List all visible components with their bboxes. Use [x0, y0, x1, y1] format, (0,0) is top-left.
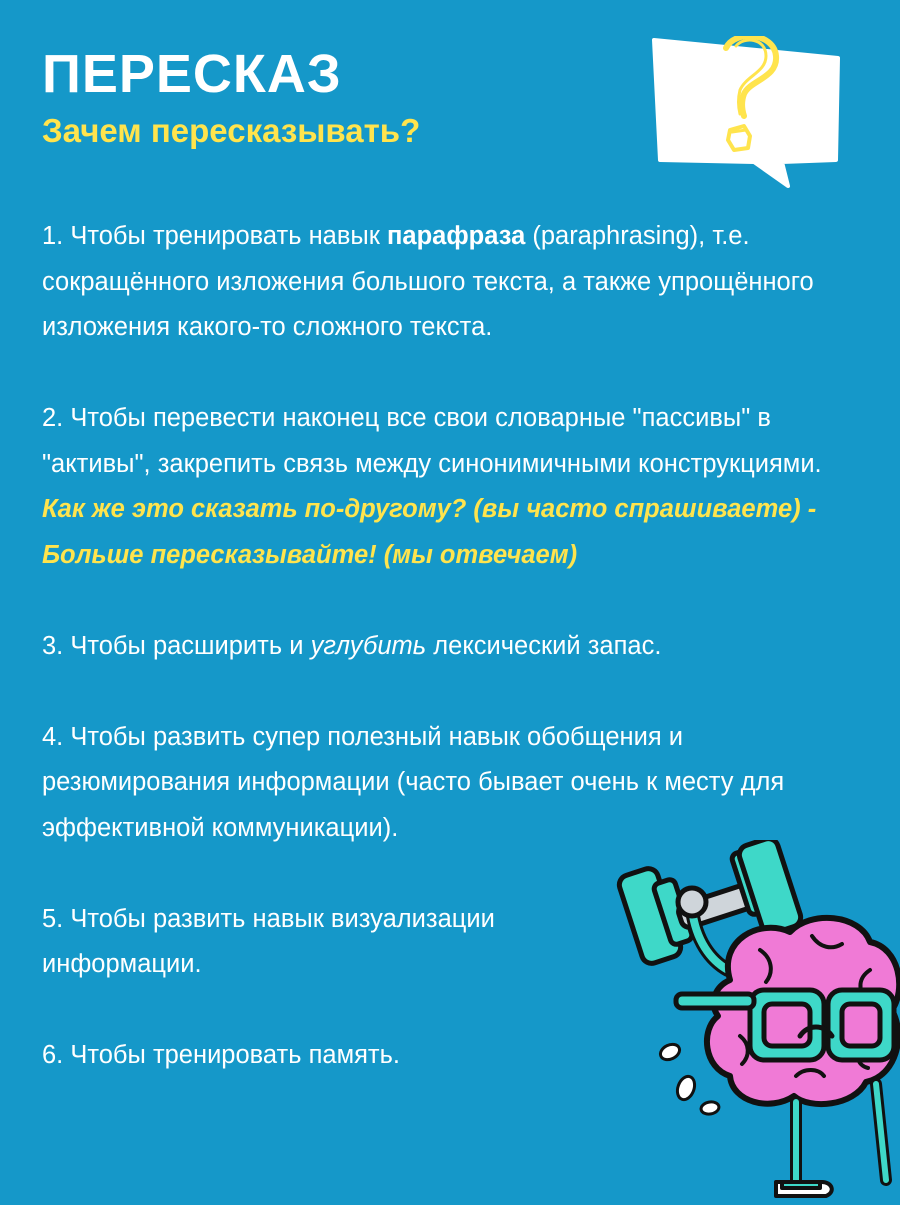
list-item: [42, 214, 832, 351]
item-bold-term: парафраза: [387, 222, 526, 250]
list-item: [42, 715, 832, 852]
item-text: (paraphrasing), т.е. сокращённого изложения большого текста, а также упрощённого изложения какого-то сложного текста.: [42, 222, 814, 341]
brain-with-dumbbell-illustration: [600, 840, 900, 1200]
item-text: 5. Чтобы развить навык визуализации информации.: [42, 904, 495, 978]
item-text: 4. Чтобы развить супер полезный навык обобщения и резюмирования информации (часто бывает очень к месту для эффективной коммуникации).: [42, 722, 785, 842]
item-text: лексический запас.: [426, 631, 662, 660]
item-text: 6. Чтобы тренировать память.: [42, 1041, 400, 1069]
list-item: [42, 624, 832, 670]
list-item: [42, 396, 832, 578]
item-text: 2. Чтобы перевести наконец все свои словарные "пассивы" в "активы", закрепить связь между синонимичными конструкциями.: [42, 404, 822, 478]
item-text: 3. Чтобы расширить и: [42, 631, 311, 660]
list-item: [42, 897, 602, 988]
item-italic-term: углубить: [310, 631, 427, 660]
item-accent-text: Как же это сказать по-другому? (вы часто спрашиваете) - Больше пересказывайте! (мы отвечаем): [42, 495, 817, 569]
item-text: 1. Чтобы тренировать навык: [42, 222, 387, 250]
question-bubble-icon: [650, 36, 850, 191]
page-title: ПЕРЕСКАЗ: [42, 44, 342, 104]
page-subtitle: Зачем пересказывать?: [42, 112, 421, 149]
